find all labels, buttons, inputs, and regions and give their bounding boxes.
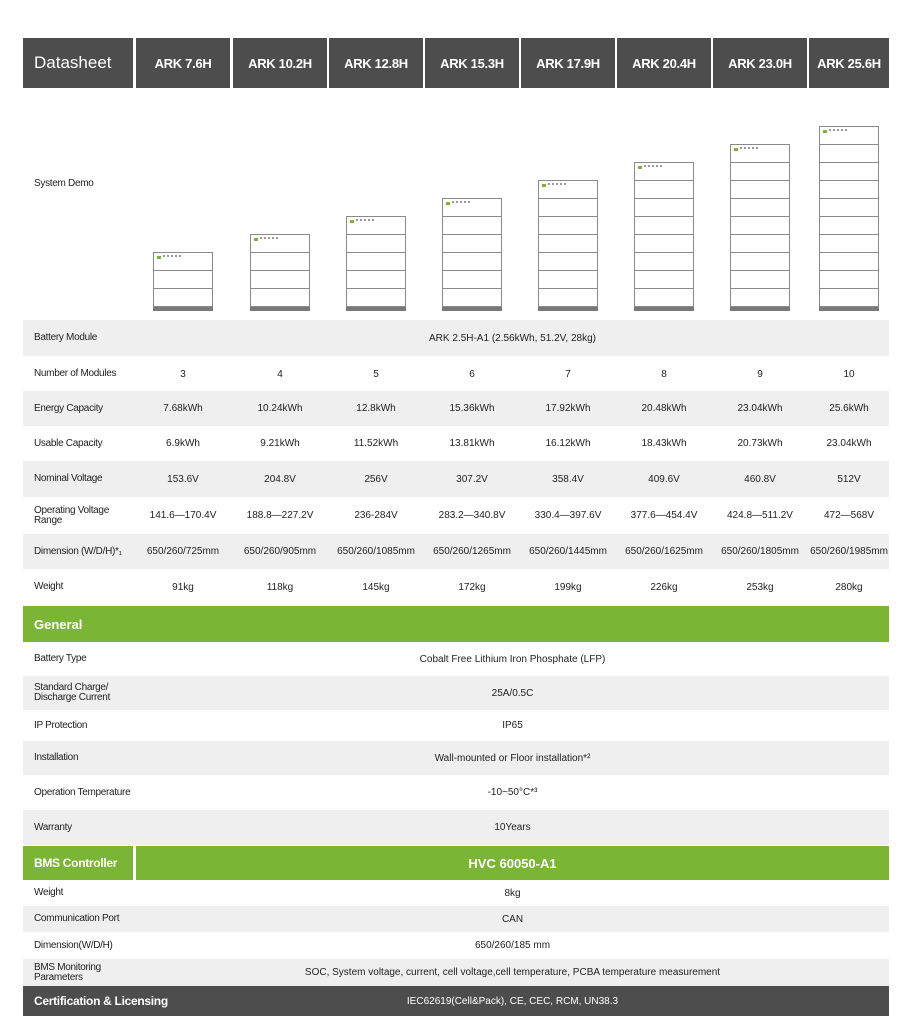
spec-value: 330.4—397.6V <box>534 510 602 521</box>
battery-module <box>442 216 502 235</box>
general-label: Operation Temperature <box>34 786 131 798</box>
battery-module <box>634 180 694 199</box>
battery-module <box>153 252 213 271</box>
certification-value: IEC62619(Cell&Pack), CE, CEC, RCM, UN38.3 <box>406 995 619 1007</box>
battery-module <box>538 270 598 289</box>
general-label: Installation <box>34 752 79 763</box>
battery-module <box>346 288 406 307</box>
battery-stack-5 <box>538 180 598 312</box>
spec-value: 460.8V <box>744 473 776 485</box>
battery-module <box>538 252 598 271</box>
general-value: -10~50°C*³ <box>487 787 538 798</box>
battery-module <box>442 288 502 307</box>
battery-module <box>250 234 310 253</box>
bms-model: HVC 60050-A1 <box>136 846 889 880</box>
spec-value: 10.24kWh <box>257 403 303 414</box>
battery-module-label: Battery Module <box>34 332 98 343</box>
header-model: ARK 25.6H <box>809 38 889 88</box>
spec-value: 7.68kWh <box>163 403 203 414</box>
battery-stack-1 <box>153 252 213 312</box>
battery-module <box>730 270 790 289</box>
spec-value: 23.04kWh <box>737 403 783 414</box>
spec-label: Nominal Voltage <box>34 473 103 484</box>
stack-base <box>730 307 790 311</box>
battery-module <box>819 252 879 271</box>
header-model: ARK 20.4H <box>617 38 711 88</box>
bms-section-header <box>23 846 889 880</box>
bms-value: 8kg <box>504 887 521 899</box>
battery-module <box>634 216 694 235</box>
spec-value: 153.6V <box>167 473 199 485</box>
header-model: ARK 17.9H <box>521 38 615 88</box>
battery-module <box>634 288 694 307</box>
brand-wordmark-icon <box>452 201 470 204</box>
battery-stack-6 <box>634 162 694 312</box>
general-label: Standard Charge/ Discharge Current <box>34 682 111 703</box>
spec-label: Dimension (W/D/H)*₁ <box>34 545 122 557</box>
general-value: 10Years <box>494 822 531 833</box>
bms-value: CAN <box>501 913 524 925</box>
general-value: Cobalt Free Lithium Iron Phosphate (LFP) <box>419 653 606 665</box>
bms-label: Dimension(W/D/H) <box>34 939 113 951</box>
bms-title: BMS Controller <box>23 846 133 880</box>
brand-logo-icon <box>446 202 450 205</box>
spec-value: 16.12kWh <box>545 438 591 449</box>
battery-module <box>819 234 879 253</box>
battery-module <box>634 198 694 217</box>
spec-value: 9.21kWh <box>260 438 300 449</box>
spec-value: 91kg <box>172 581 194 593</box>
general-title: General <box>34 616 83 632</box>
battery-module <box>442 270 502 289</box>
battery-module <box>730 162 790 181</box>
spec-value: 409.6V <box>648 473 680 485</box>
stack-base <box>819 307 879 311</box>
spec-value: 9 <box>757 368 763 380</box>
battery-stack-7 <box>730 144 790 312</box>
spec-value: 145kg <box>362 581 390 593</box>
spec-value: 13.81kWh <box>449 438 495 449</box>
brand-wordmark-icon <box>644 165 662 168</box>
header-model: ARK 7.6H <box>136 38 230 88</box>
spec-label: Operating Voltage Range <box>34 504 109 526</box>
spec-value: 226kg <box>650 581 678 593</box>
battery-module <box>153 288 213 307</box>
spec-value: 512V <box>837 473 861 485</box>
battery-module <box>250 270 310 289</box>
spec-value: 11.52kWh <box>353 438 399 449</box>
stack-base <box>346 307 406 311</box>
battery-module <box>819 144 879 163</box>
spec-value: 280kg <box>835 581 863 593</box>
brand-wordmark-icon <box>829 129 847 132</box>
brand-wordmark-icon <box>356 219 374 222</box>
battery-module <box>730 180 790 199</box>
spec-value: 18.43kWh <box>641 438 687 449</box>
spec-value: 424.8—511.2V <box>727 510 793 521</box>
spec-value: 650/260/1985mm <box>810 546 888 557</box>
battery-module <box>250 252 310 271</box>
spec-value: 118kg <box>266 581 294 593</box>
brand-logo-icon <box>157 256 161 259</box>
header-title: Datasheet <box>23 38 133 88</box>
battery-module <box>346 234 406 253</box>
spec-value: 650/260/1445mm <box>529 546 607 557</box>
certification-title: Certification & Licensing <box>34 994 168 1008</box>
battery-stack-8 <box>819 126 879 312</box>
battery-module <box>819 198 879 217</box>
spec-value: 141.6—170.4V <box>149 510 217 521</box>
spec-value: 307.2V <box>456 473 488 485</box>
battery-module <box>819 180 879 199</box>
bms-value: SOC, System voltage, current, cell voltage,cell temperature, PCBA temperature measurement <box>304 967 721 978</box>
brand-wordmark-icon <box>548 183 566 186</box>
spec-value: 10 <box>843 368 855 380</box>
battery-module-value: ARK 2.5H-A1 (2.56kWh, 51.2V, 28kg) <box>429 332 596 344</box>
spec-value: 236-284V <box>354 510 398 521</box>
spec-value: 17.92kWh <box>545 403 591 414</box>
battery-module <box>819 126 879 145</box>
spec-value: 20.73kWh <box>737 438 783 449</box>
bms-label: Weight <box>34 887 64 898</box>
battery-module <box>538 288 598 307</box>
battery-module <box>730 216 790 235</box>
spec-value: 188.8—227.2V <box>246 510 314 521</box>
spec-value: 256V <box>364 473 388 485</box>
spec-label: Number of Modules <box>34 368 117 379</box>
spec-value: 15.36kWh <box>449 403 495 414</box>
spec-value: 377.6—454.4V <box>630 510 698 521</box>
spec-value: 6.9kWh <box>166 438 200 449</box>
header-model: ARK 12.8H <box>329 38 423 88</box>
stack-base <box>153 307 213 311</box>
stack-base <box>442 307 502 311</box>
spec-value: 650/260/905mm <box>243 546 317 557</box>
battery-module <box>730 198 790 217</box>
header-model: ARK 10.2H <box>233 38 327 88</box>
battery-module <box>730 144 790 163</box>
spec-value: 12.8kWh <box>356 403 396 414</box>
header-model: ARK 23.0H <box>713 38 807 88</box>
spec-value: 199kg <box>554 581 582 593</box>
battery-module <box>538 180 598 199</box>
spec-value: 650/260/1625mm <box>625 546 703 557</box>
spec-value: 3 <box>180 368 186 380</box>
general-section-header <box>23 606 889 642</box>
general-label: IP Protection <box>34 719 88 731</box>
general-label: Warranty <box>34 821 72 833</box>
spec-value: 204.8V <box>264 473 296 485</box>
stack-base <box>250 307 310 311</box>
battery-stack-3 <box>346 216 406 312</box>
battery-module <box>442 234 502 253</box>
stack-base <box>634 307 694 311</box>
system-demo-label: System Demo <box>34 178 94 189</box>
general-label: Battery Type <box>34 653 87 664</box>
brand-logo-icon <box>638 166 642 169</box>
spec-value: 7 <box>565 368 571 380</box>
spec-label: Energy Capacity <box>34 402 103 414</box>
spec-label: Usable Capacity <box>34 437 103 449</box>
battery-module <box>538 216 598 235</box>
battery-module <box>442 198 502 217</box>
brand-logo-icon <box>350 220 354 223</box>
spec-value: 650/260/1085mm <box>337 546 415 557</box>
spec-value: 283.2—340.8V <box>438 510 506 521</box>
battery-module <box>442 252 502 271</box>
battery-module <box>538 198 598 217</box>
general-value: 25A/0.5C <box>491 687 534 699</box>
brand-wordmark-icon <box>163 255 181 258</box>
bms-value: 650/260/185 mm <box>474 940 551 951</box>
battery-module <box>730 234 790 253</box>
spec-value: 650/260/1805mm <box>721 546 799 557</box>
battery-module <box>634 234 694 253</box>
general-value: Wall-mounted or Floor installation*² <box>434 752 591 764</box>
battery-module <box>634 270 694 289</box>
spec-value: 20.48kWh <box>641 403 687 414</box>
spec-value: 253kg <box>746 581 774 593</box>
battery-module <box>730 288 790 307</box>
battery-stack-2 <box>250 234 310 312</box>
spec-value: 4 <box>277 368 283 380</box>
spec-value: 172kg <box>458 581 486 593</box>
spec-value: 650/260/725mm <box>146 546 220 557</box>
brand-logo-icon <box>734 148 738 151</box>
spec-value: 8 <box>661 368 667 380</box>
battery-module <box>819 162 879 181</box>
brand-logo-icon <box>823 130 827 133</box>
spec-value: 6 <box>469 368 475 380</box>
brand-wordmark-icon <box>260 237 278 240</box>
battery-module <box>819 216 879 235</box>
battery-module <box>634 252 694 271</box>
brand-logo-icon <box>254 238 258 241</box>
bms-label: Communication Port <box>34 913 120 924</box>
spec-value: 5 <box>373 368 379 380</box>
spec-value: 472—568V <box>823 510 875 521</box>
brand-wordmark-icon <box>740 147 758 150</box>
battery-module <box>730 252 790 271</box>
battery-module <box>346 252 406 271</box>
bms-label: BMS Monitoring Parameters <box>34 961 101 983</box>
battery-module <box>346 270 406 289</box>
battery-module <box>634 162 694 181</box>
battery-module <box>819 288 879 307</box>
battery-module <box>153 270 213 289</box>
battery-module <box>819 270 879 289</box>
general-value: IP65 <box>502 720 523 731</box>
battery-module <box>538 234 598 253</box>
battery-module <box>250 288 310 307</box>
spec-value: 25.6kWh <box>829 403 869 414</box>
battery-stack-4 <box>442 198 502 312</box>
certification-row <box>23 986 889 1016</box>
battery-module <box>346 216 406 235</box>
spec-label: Weight <box>34 581 64 592</box>
spec-value: 650/260/1265mm <box>433 546 511 557</box>
brand-logo-icon <box>542 184 546 187</box>
spec-value: 358.4V <box>552 473 584 485</box>
header-model: ARK 15.3H <box>425 38 519 88</box>
stack-base <box>538 307 598 311</box>
spec-value: 23.04kWh <box>826 438 872 449</box>
